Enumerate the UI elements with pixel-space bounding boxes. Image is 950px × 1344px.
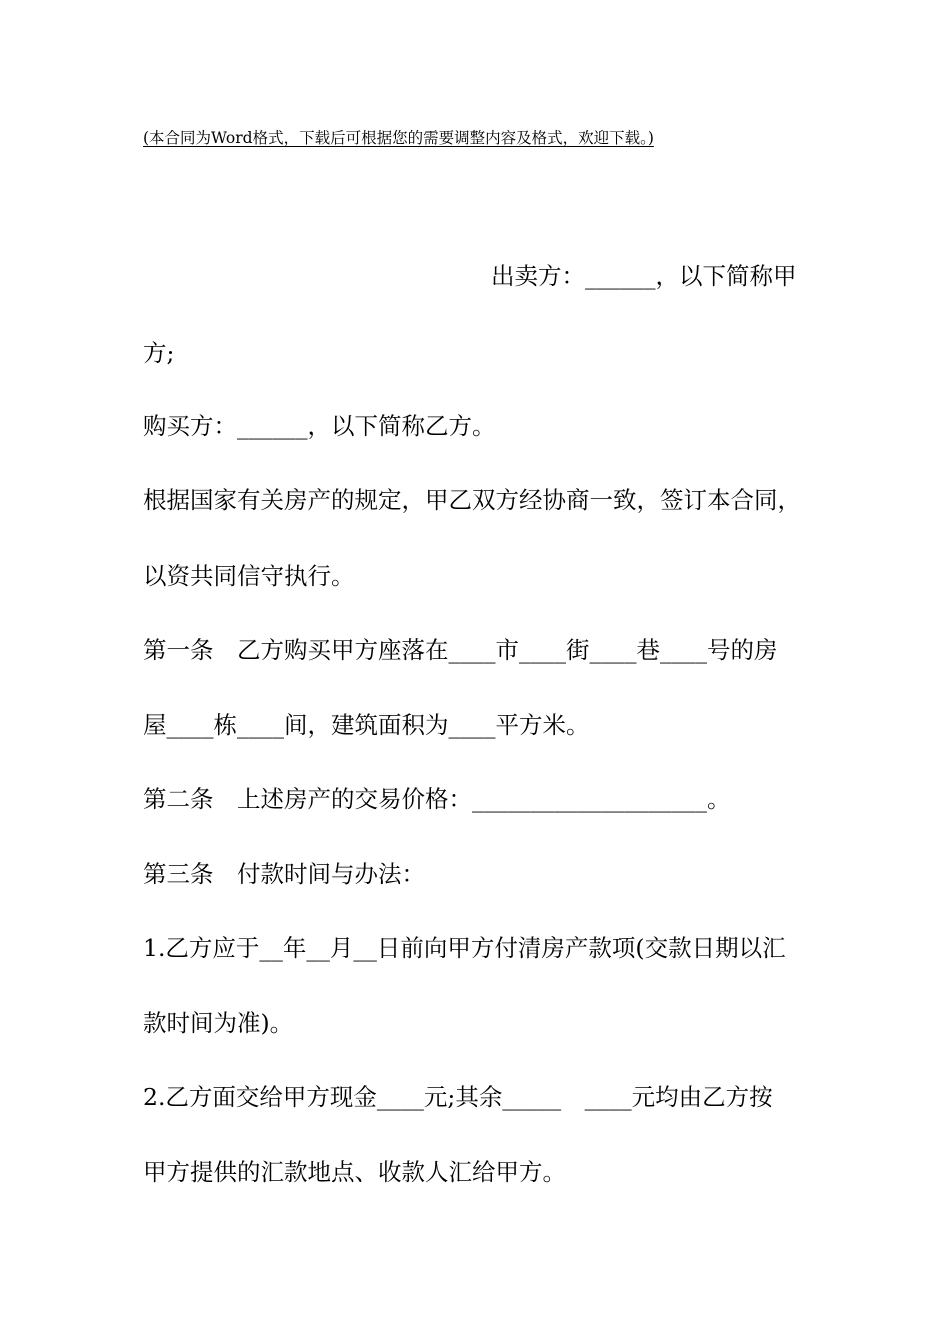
payment-item-2-line-2: 甲方提供的汇款地点、收款人汇给甲方。 bbox=[143, 1158, 566, 1186]
payment-item-1-line-2: 款时间为准)。 bbox=[143, 1009, 294, 1037]
preamble-line-1: 根据国家有关房产的规定，甲乙双方经协商一致，签订本合同， bbox=[143, 486, 801, 514]
buyer-line: 购买方：______，以下简称乙方。 bbox=[143, 412, 496, 440]
seller-line-continued: 方; bbox=[143, 339, 175, 367]
format-notice: (本合同为Word格式，下载后可根据您的需要调整内容及格式，欢迎下载。) bbox=[143, 129, 654, 147]
article-three-line: 第三条 付款时间与办法： bbox=[143, 860, 425, 888]
article-one-line-2: 屋____栋____间，建筑面积为____平方米。 bbox=[143, 711, 590, 739]
preamble-line-2: 以资共同信守执行。 bbox=[143, 562, 355, 590]
article-one-line-1: 第一条 乙方购买甲方座落在____市____街____巷____号的房 bbox=[143, 636, 778, 664]
payment-item-1-line-1: 1.乙方应于__年__月__日前向甲方付清房产款项(交款日期以汇 bbox=[143, 934, 786, 962]
payment-item-2-line-1: 2.乙方面交给甲方现金____元;其余_____ ____元均由乙方按 bbox=[143, 1083, 773, 1111]
seller-line: 出卖方：______，以下简称甲 bbox=[491, 262, 797, 290]
article-two-line: 第二条 上述房产的交易价格：____________________。 bbox=[143, 785, 731, 813]
